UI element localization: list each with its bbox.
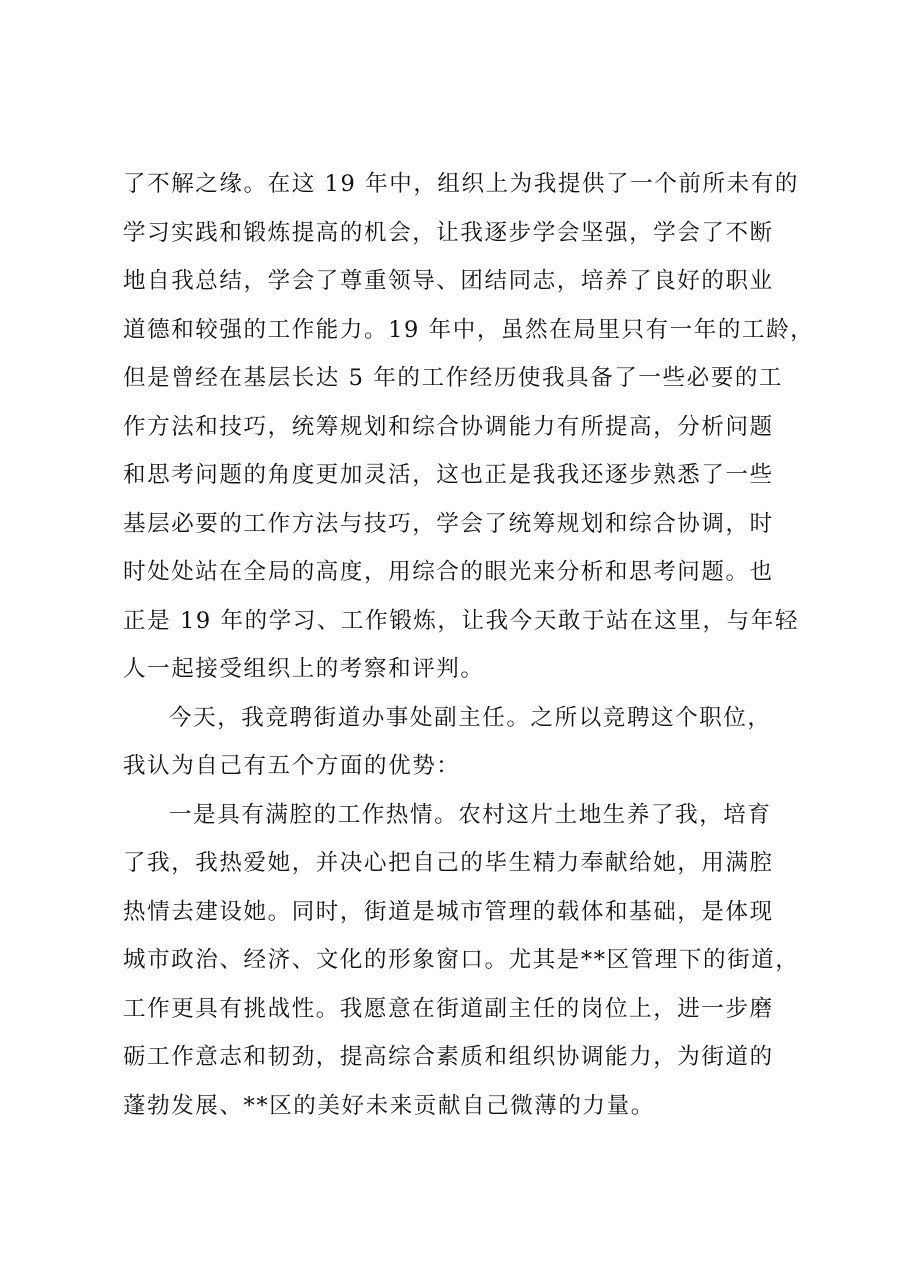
paragraph-1-line-3: 地自我总结，学会了尊重领导、团结同志，培养了良好的职业 xyxy=(123,268,774,294)
paragraph-3-line-5: 工作更具有挑战性。我愿意在街道副主任的岗位上，进一步磨 xyxy=(123,995,774,1022)
paragraph-1-line-1: 了不解之缘。在这 19 年中，组织上为我提供了一个前所未有的 xyxy=(123,171,799,197)
paragraph-1-line-11: 人一起接受组织上的考察和评判。 xyxy=(123,656,485,682)
paragraph-3-line-4: 城市政治、经济、文化的形象窗口。尤其是**区管理下的街道， xyxy=(123,947,800,973)
paragraph-3-line-7: 蓬勃发展、**区的美好未来贡献自己微薄的力量。 xyxy=(123,1092,655,1119)
paragraph-3 xyxy=(123,791,813,1131)
paragraph-1 xyxy=(123,160,813,694)
paragraph-1-line-2: 学习实践和锻炼提高的机会，让我逐步学会坚强，学会了不断 xyxy=(123,219,774,246)
paragraph-2-line-1: 今天，我竞聘街道办事处副主任。之所以竞聘这个职位， xyxy=(169,704,772,731)
paragraph-3-line-2: 了我，我热爱她，并决心把自己的毕生精力奉献给她，用满腔 xyxy=(123,850,774,876)
paragraph-1-line-6: 作方法和技巧，统筹规划和综合协调能力有所提高，分析问题 xyxy=(123,413,774,440)
paragraph-1-line-4: 道德和较强的工作能力。19 年中，虽然在局里只有一年的工龄， xyxy=(123,316,815,343)
paragraph-1-line-7: 和思考问题的角度更加灵活，这也正是我我还逐步熟悉了一些 xyxy=(123,462,774,488)
paragraph-2-line-2: 我认为自己有五个方面的优势： xyxy=(123,753,461,779)
paragraph-1-line-5: 但是曾经在基层长达 5 年的工作经历使我具备了一些必要的工 xyxy=(123,365,784,391)
paragraph-1-line-9: 时处处站在全局的高度，用综合的眼光来分析和思考问题。也 xyxy=(123,559,774,585)
paragraph-3-line-3: 热情去建设她。同时，街道是城市管理的载体和基础，是体现 xyxy=(123,898,774,925)
paragraph-3-line-1: 一是具有满腔的工作热情。农村这片土地生养了我，培育 xyxy=(169,801,772,828)
paragraph-2 xyxy=(123,694,813,791)
paragraph-1-line-10: 正是 19 年的学习、工作锻炼，让我今天敢于站在这里，与年轻 xyxy=(123,607,799,634)
paragraph-1-line-8: 基层必要的工作方法与技巧，学会了统筹规划和综合协调，时 xyxy=(123,510,774,537)
document-body xyxy=(123,160,813,1130)
paragraph-3-line-6: 砺工作意志和韧劲，提高综合素质和组织协调能力，为街道的 xyxy=(123,1044,774,1070)
